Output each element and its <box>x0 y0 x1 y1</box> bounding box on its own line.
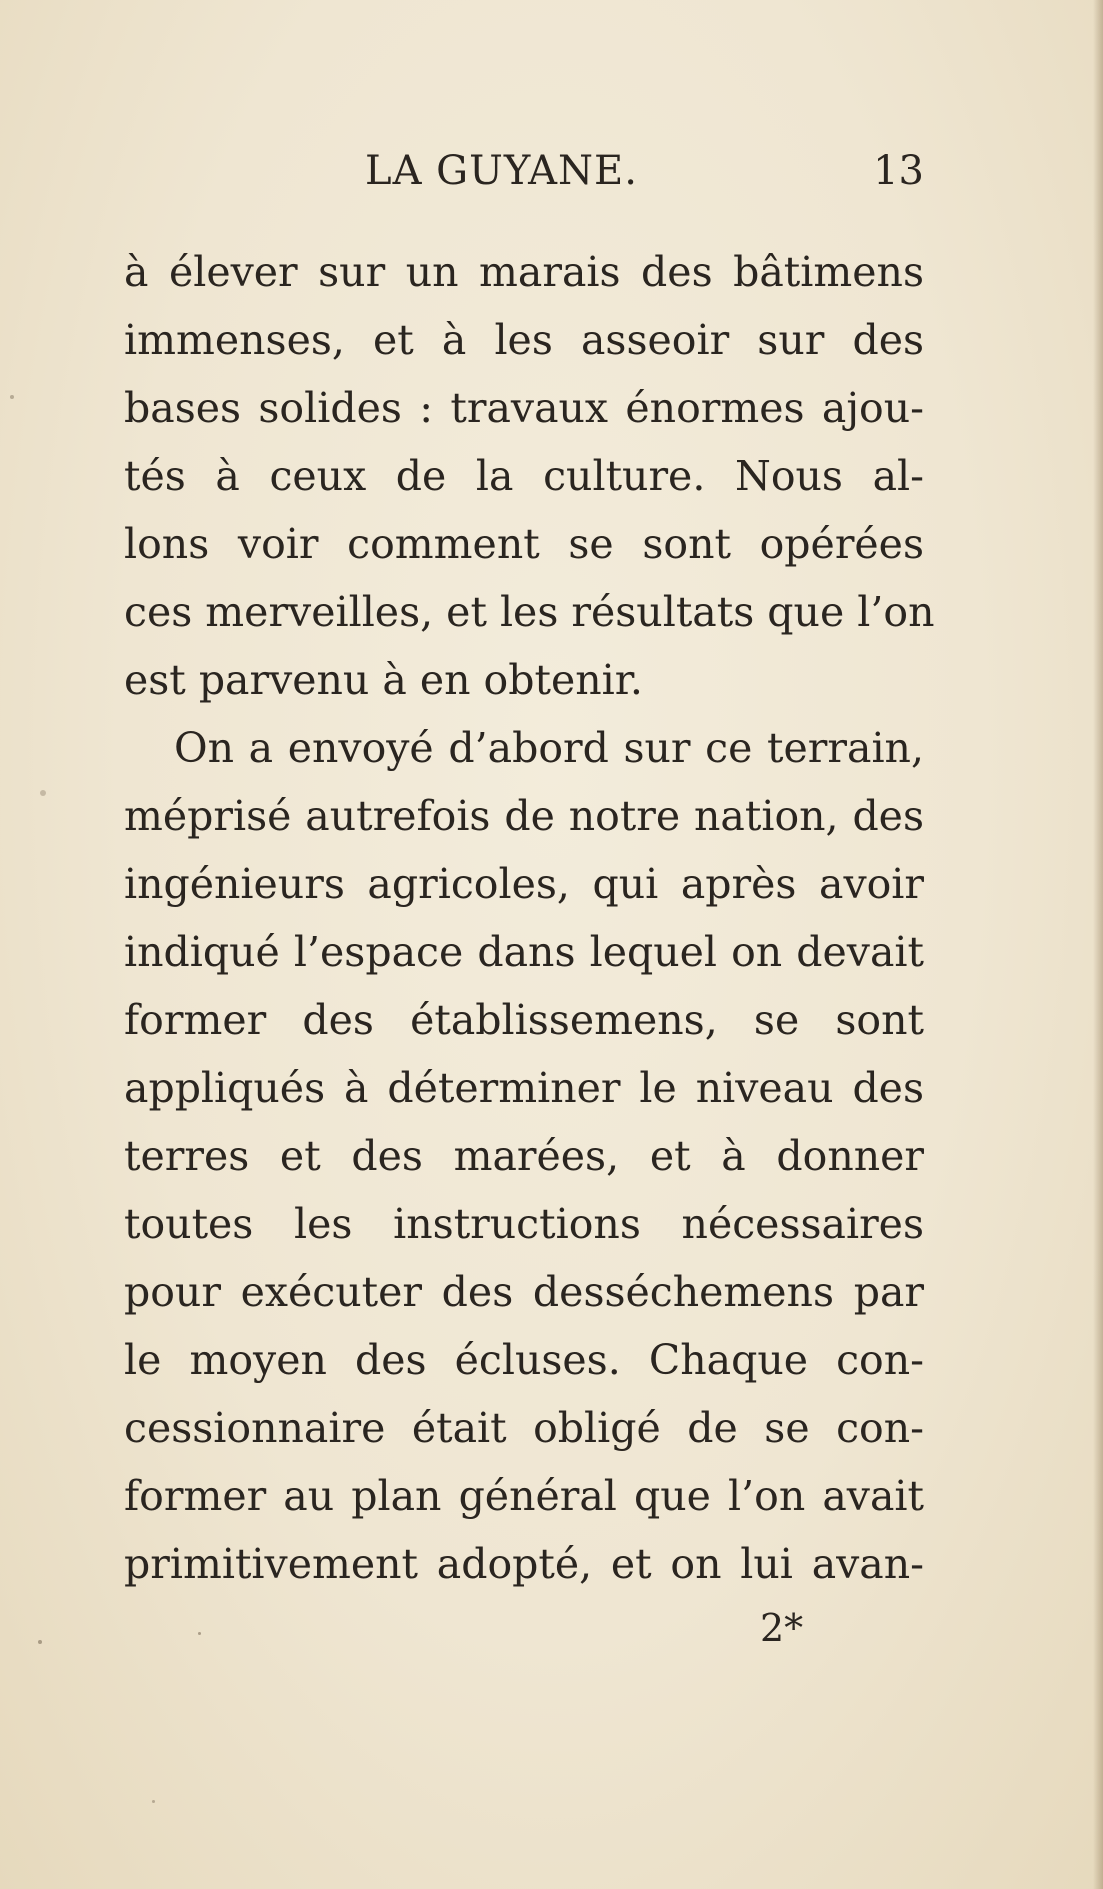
paragraph-first-line: On a envoyé d’abord sur ce terrain, <box>174 724 924 772</box>
text-line: cessionnaire était obligé de se con- <box>124 1404 924 1452</box>
text-line: former des établissemens, se sont <box>124 996 924 1044</box>
text-line: appliqués à déterminer le niveau des <box>124 1064 924 1112</box>
text-line: immenses, et à les asseoir sur des <box>124 316 924 364</box>
body-text <box>124 238 935 1598</box>
paper-speck <box>198 1632 201 1635</box>
page-edge-shadow <box>1093 0 1103 1889</box>
text-line: tés à ceux de la culture. Nous al- <box>124 452 924 500</box>
text-line: pour exécuter des desséchemens par <box>124 1268 924 1316</box>
text-line: est parvenu à en obtenir. <box>124 656 643 704</box>
paper-speck <box>40 790 46 796</box>
text-line: primitivement adopté, et on lui avan- <box>124 1540 924 1588</box>
paper-speck <box>10 395 14 399</box>
text-line: lons voir comment se sont opérées <box>124 520 924 568</box>
text-line: ces merveilles, et les résultats que l’on <box>124 588 935 636</box>
text-line: indiqué l’espace dans lequel on devait <box>124 928 924 976</box>
text-line: former au plan général que l’on avait <box>124 1472 924 1520</box>
running-header <box>124 148 924 208</box>
text-line: ingénieurs agricoles, qui après avoir <box>124 860 924 908</box>
running-title: LA GUYANE. <box>365 148 638 194</box>
page-number: 13 <box>873 148 924 194</box>
paper-speck <box>152 1800 155 1803</box>
text-line: terres et des marées, et à donner <box>124 1132 924 1180</box>
text-line: toutes les instructions nécessaires <box>124 1200 924 1248</box>
text-line: méprisé autrefois de notre nation, des <box>124 792 924 840</box>
signature-mark: 2* <box>760 1606 804 1650</box>
text-line: bases solides : travaux énormes ajou- <box>124 384 924 432</box>
text-line: à élever sur un marais des bâtimens <box>124 248 924 296</box>
text-line: le moyen des écluses. Chaque con- <box>124 1336 924 1384</box>
paper-speck <box>38 1640 42 1644</box>
